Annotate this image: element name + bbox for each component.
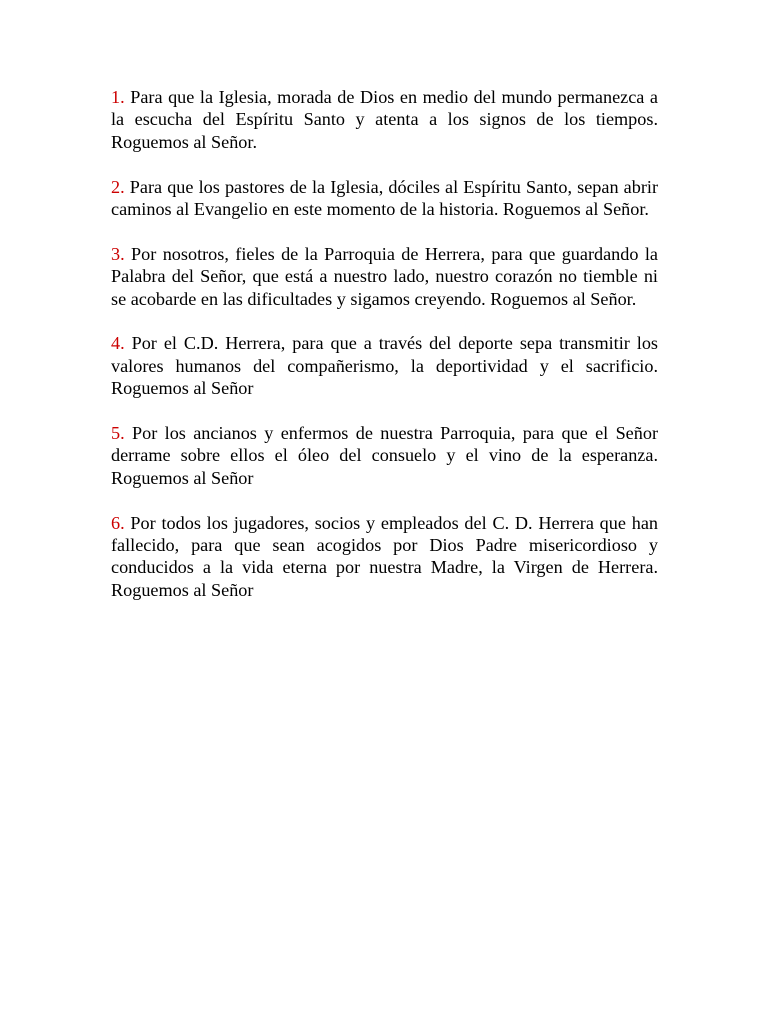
petition-4 <box>111 332 658 399</box>
petition-number: 1. <box>111 87 125 107</box>
petition-text: Por todos los jugadores, socios y empleados del C. D. Herrera que han fallecido, para que sean acogidos por Dios Padre misericordioso y conducidos a la vida eterna por nuestra Madre, la Virgen de Herrera. Roguemos al Señor <box>111 512 658 600</box>
petition-text: Por nosotros, fieles de la Parroquia de Herrera, para que guardando la Palabra del Señor, que está a nuestro lado, nuestro corazón no tiemble ni se acobarde en las dificultades y sigamos creyendo. Roguemos al Señor. <box>111 243 658 309</box>
petition-text: Para que los pastores de la Iglesia, dóciles al Espíritu Santo, sepan abrir caminos al Evangelio en este momento de la historia. Roguemos al Señor. <box>111 176 658 220</box>
petition-number: 3. <box>111 243 125 264</box>
petition-text: Para que la Iglesia, morada de Dios en medio del mundo permanezca a la escucha del Espíritu Santo y atenta a los signos de los tiempos. Roguemos al Señor. <box>111 87 658 152</box>
petition-number: 4. <box>111 333 125 354</box>
petition-3 <box>111 243 658 310</box>
petition-text: Por los ancianos y enfermos de nuestra Parroquia, para que el Señor derrame sobre ellos el óleo del consuelo y el vino de la esperanza. Roguemos al Señor <box>111 423 658 488</box>
petition-5 <box>111 422 658 489</box>
petition-number: 2. <box>111 176 125 197</box>
petition-number: 6. <box>111 512 125 533</box>
petition-1 <box>111 86 658 153</box>
petition-text: Por el C.D. Herrera, para que a través del deporte sepa transmitir los valores humanos del compañerismo, la deportividad y el sacrificio. Roguemos al Señor <box>111 333 658 399</box>
petition-6 <box>111 512 658 602</box>
petition-2 <box>111 176 658 221</box>
document-page <box>111 86 658 624</box>
petition-number: 5. <box>111 423 125 444</box>
